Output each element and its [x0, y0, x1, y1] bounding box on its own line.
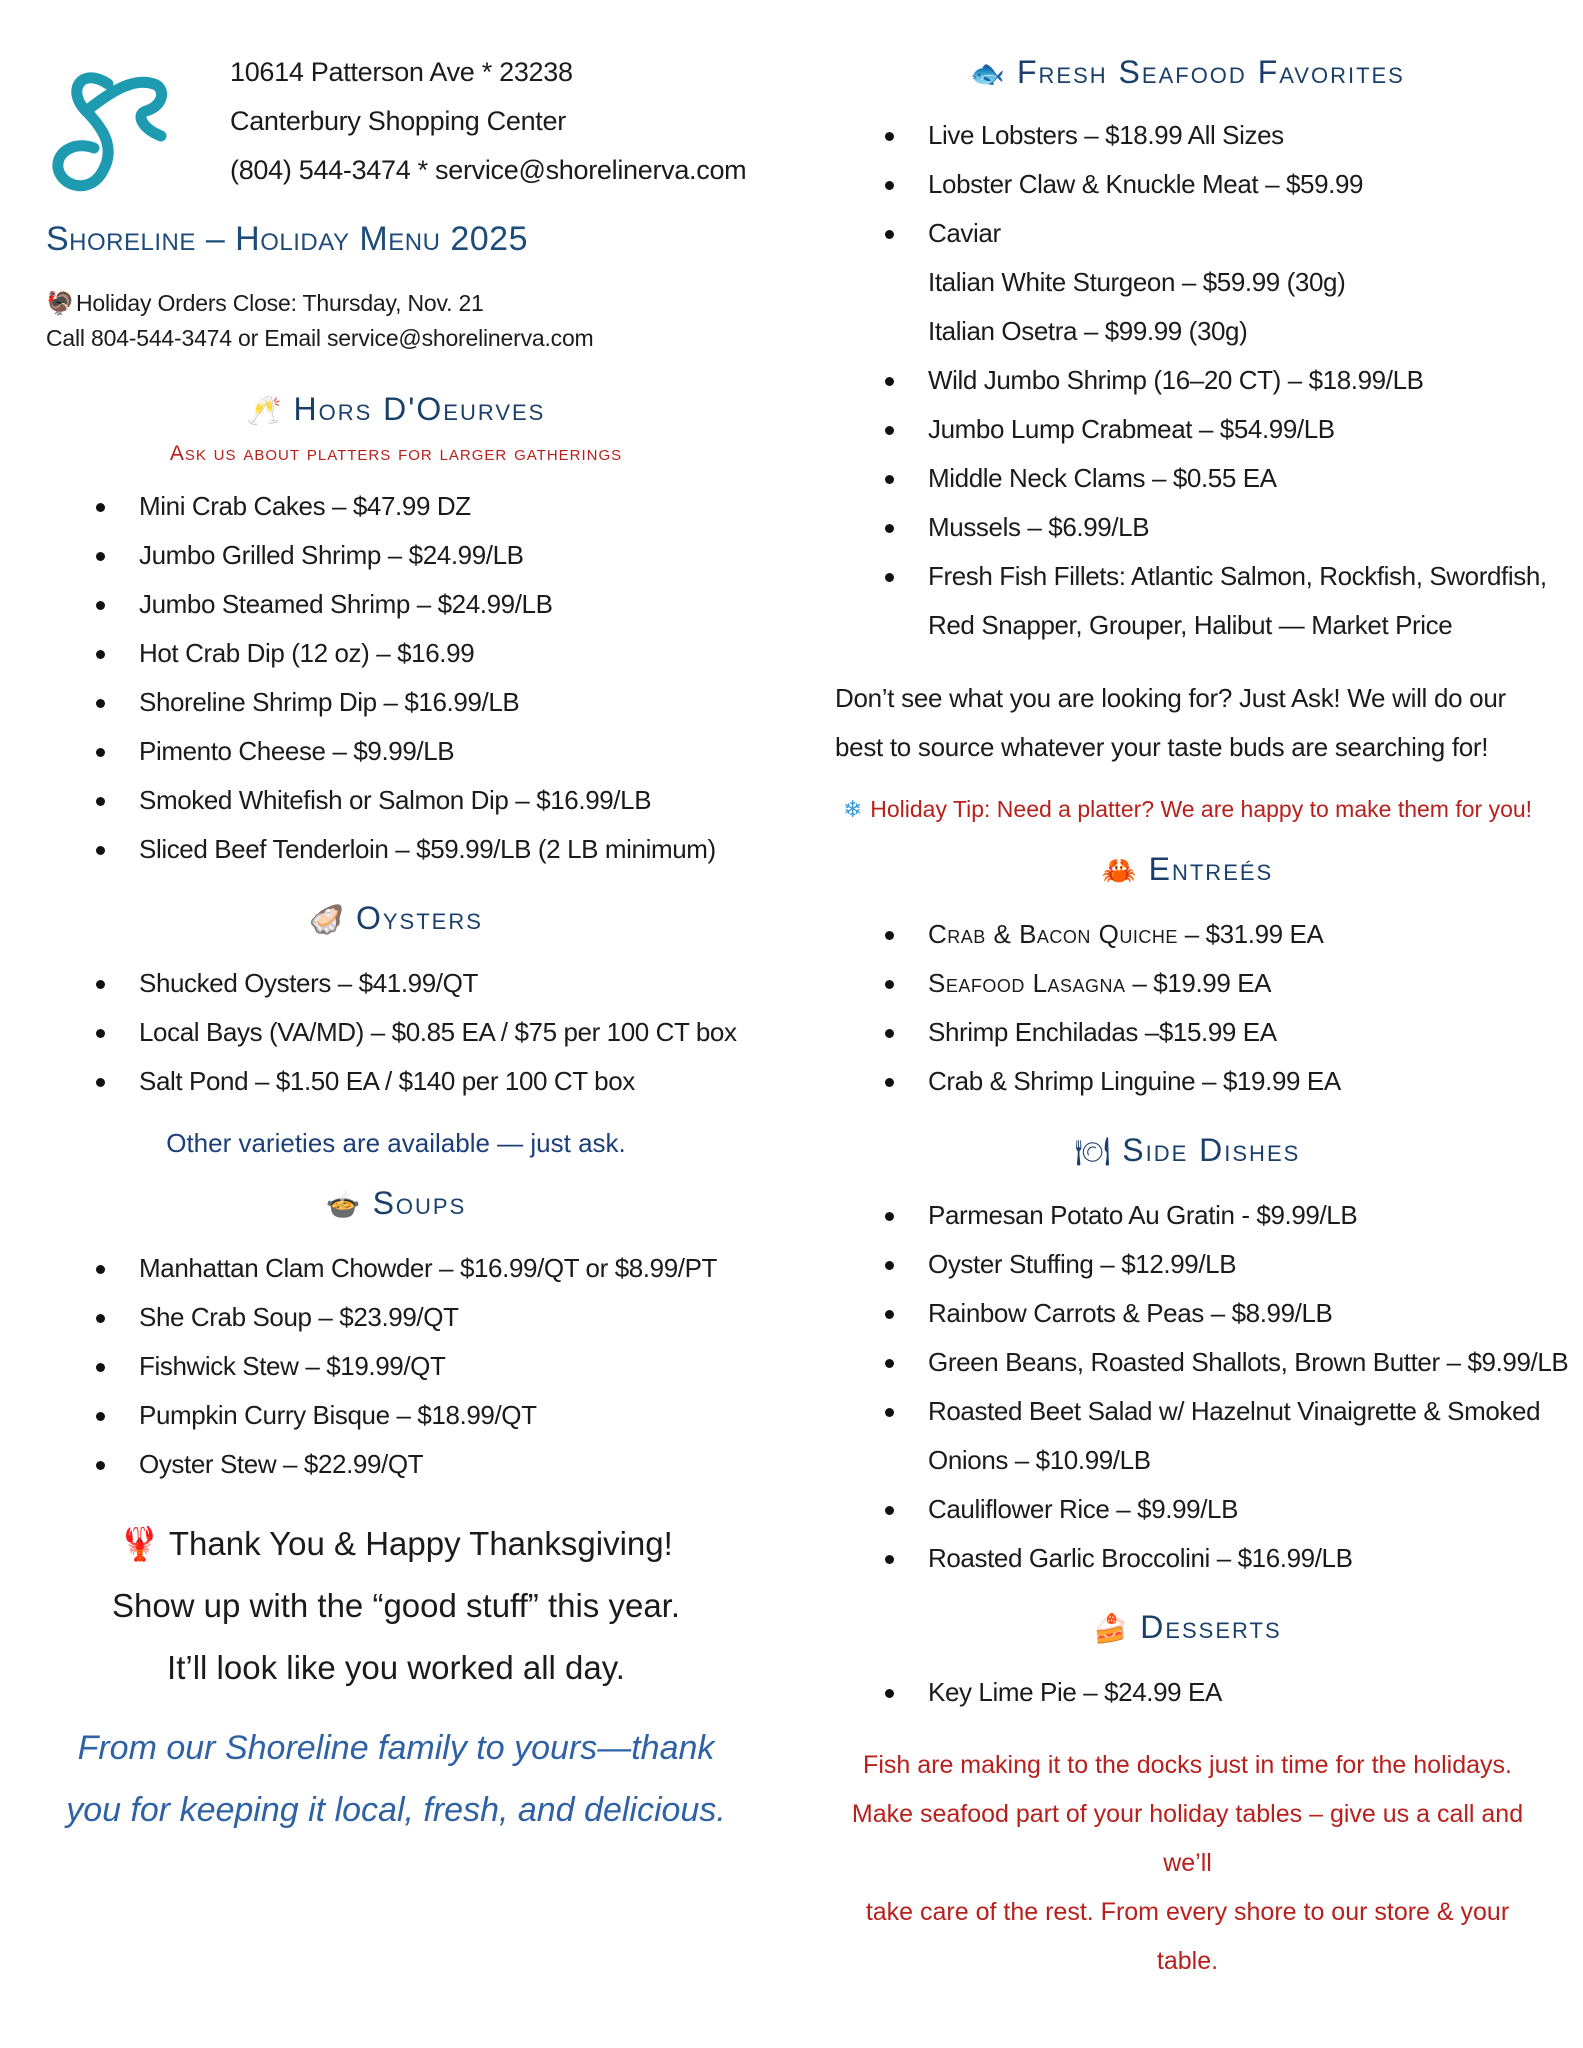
- list-item: Mussels – $6.99/LB: [835, 503, 1540, 552]
- beet-salad-line: Roasted Beet Salad w/ Hazelnut Vinaigrette & Smoked: [928, 1396, 1541, 1426]
- entrees-title: Entreés: [1148, 851, 1274, 887]
- seafood-list: [835, 111, 1547, 650]
- soups-heading: [46, 1185, 746, 1222]
- list-item: Smoked Whitefish or Salmon Dip – $16.99/LB: [46, 776, 746, 825]
- list-item: Jumbo Grilled Shrimp – $24.99/LB: [46, 531, 746, 580]
- cake-icon: 🍰: [1093, 1613, 1131, 1644]
- list-item: Jumbo Steamed Shrimp – $24.99/LB: [46, 580, 746, 629]
- list-item: Shucked Oysters – $41.99/QT: [46, 959, 746, 1008]
- list-item: [835, 1387, 1540, 1485]
- holiday-tip-text: Holiday Tip: Need a platter? We are happy to make them for you!: [870, 796, 1533, 822]
- list-item: Manhattan Clam Chowder – $16.99/QT or $8.99/PT: [46, 1244, 746, 1293]
- hors-heading: [46, 391, 746, 428]
- oysters-note: Other varieties are available — just ask.: [166, 1128, 626, 1158]
- list-item: Lobster Claw & Knuckle Meat – $59.99: [835, 160, 1540, 209]
- closing-line: Fish are making it to the docks just in time for the holidays.: [863, 1751, 1512, 1779]
- ask-paragraph: Don’t see what you are looking for? Just Ask! We will do our best to source whatever your taste buds are searching for!: [835, 683, 1506, 762]
- list-item: Crab & Shrimp Linguine – $19.99 EA: [835, 1057, 1540, 1106]
- turkey-icon: 🦃: [46, 290, 75, 316]
- closing-message: [835, 1741, 1540, 1986]
- list-item: [835, 959, 1540, 1008]
- thanks-block: [46, 1513, 746, 1699]
- list-item: Roasted Garlic Broccolini – $16.99/LB: [835, 1534, 1540, 1583]
- list-item: Shoreline Shrimp Dip – $16.99/LB: [46, 678, 746, 727]
- entree-name: Crab & Bacon Quiche: [928, 919, 1178, 949]
- address-line: 10614 Patterson Ave * 23238: [230, 57, 573, 87]
- oysters-title: Oysters: [355, 900, 483, 936]
- oysters-heading: [46, 900, 746, 937]
- shopping-center: Canterbury Shopping Center: [230, 106, 566, 136]
- left-column: [46, 48, 746, 1841]
- right-column: [835, 48, 1569, 1986]
- list-item: Key Lime Pie – $24.99 EA: [835, 1668, 1540, 1717]
- desserts-list: [835, 1668, 1540, 1717]
- beet-salad-line: Onions – $10.99/LB: [928, 1445, 1151, 1475]
- contact-block: [230, 48, 746, 195]
- soup-bowl-icon: 🍲: [325, 1189, 363, 1220]
- entree-price: – $19.99 EA: [1125, 968, 1272, 998]
- list-item: Cauliflower Rice – $9.99/LB: [835, 1485, 1540, 1534]
- list-item: Oyster Stuffing – $12.99/LB: [835, 1240, 1540, 1289]
- list-item: Pumpkin Curry Bisque – $18.99/QT: [46, 1391, 746, 1440]
- entree-price: – $31.99 EA: [1177, 919, 1324, 949]
- fish-icon: 🐟: [970, 58, 1007, 89]
- sides-title: Side Dishes: [1122, 1132, 1301, 1168]
- desserts-title: Desserts: [1140, 1609, 1282, 1645]
- list-item: Mini Crab Cakes – $47.99 DZ: [46, 482, 746, 531]
- phone-email[interactable]: (804) 544-3474 * service@shorelinerva.com: [230, 155, 747, 185]
- desserts-heading: [835, 1609, 1540, 1646]
- hors-subtitle: Ask us about platters for larger gatherings: [169, 442, 623, 465]
- thanks-line: [46, 1513, 746, 1575]
- list-item: Middle Neck Clams – $0.55 EA: [835, 454, 1540, 503]
- holiday-tip: [835, 796, 1540, 823]
- list-item: Rainbow Carrots & Peas – $8.99/LB: [835, 1289, 1540, 1338]
- list-item: Hot Crab Dip (12 oz) – $16.99: [46, 629, 746, 678]
- fish-fillets-line: Red Snapper, Grouper, Halibut — Market Price: [928, 610, 1453, 640]
- snowflake-icon: ❄: [842, 796, 863, 822]
- worked-all-day-line: It’ll look like you worked all day.: [167, 1649, 625, 1686]
- thanks-text: Thank You & Happy Thanksgiving!: [168, 1525, 673, 1562]
- sides-heading: [835, 1132, 1540, 1169]
- hors-list: [46, 482, 746, 874]
- champagne-icon: 🥂: [246, 395, 284, 426]
- entrees-list: [835, 910, 1540, 1106]
- list-item: Salt Pond – $1.50 EA / $140 per 100 CT box: [46, 1057, 746, 1106]
- list-item: Parmesan Potato Au Gratin - $9.99/LB: [835, 1191, 1540, 1240]
- caviar-option: Italian White Sturgeon – $59.99 (30g): [928, 267, 1346, 297]
- header: [46, 48, 746, 220]
- list-item: [835, 552, 1547, 650]
- entrees-heading: [835, 851, 1540, 888]
- list-item: She Crab Soup – $23.99/QT: [46, 1293, 746, 1342]
- family-message: From our Shoreline family to yours—thank you for keeping it local, fresh, and delicious.: [66, 1729, 726, 1829]
- list-item: Local Bays (VA/MD) – $0.85 EA / $75 per 100 CT box: [46, 1008, 746, 1057]
- list-item: [835, 209, 1540, 356]
- crab-icon: 🦀: [1101, 855, 1139, 886]
- sides-list: [835, 1191, 1569, 1583]
- entree-name: Seafood Lasagna: [928, 968, 1126, 998]
- list-item: Green Beans, Roasted Shallots, Brown Butter – $9.99/LB: [835, 1338, 1540, 1387]
- seafood-title: Fresh Seafood Favorites: [1017, 54, 1405, 90]
- caviar-label: Caviar: [928, 218, 1001, 248]
- soups-list: [46, 1244, 746, 1489]
- list-item: Live Lobsters – $18.99 All Sizes: [835, 111, 1540, 160]
- call-line[interactable]: Call 804-544-3474 or Email service@shorelinerva.com: [46, 325, 594, 351]
- plate-icon: 🍽: [1074, 1136, 1113, 1167]
- list-item: Oyster Stew – $22.99/QT: [46, 1440, 746, 1489]
- fish-fillets-line: Fresh Fish Fillets: Atlantic Salmon, Rockfish, Swordfish,: [928, 561, 1547, 591]
- soups-title: Soups: [372, 1185, 467, 1221]
- list-item: Wild Jumbo Shrimp (16–20 CT) – $18.99/LB: [835, 356, 1540, 405]
- list-item: Fishwick Stew – $19.99/QT: [46, 1342, 746, 1391]
- list-item: Shrimp Enchiladas –$15.99 EA: [835, 1008, 1540, 1057]
- hors-title: Hors D'Oeurves: [293, 391, 546, 427]
- page-title: Shoreline – Holiday Menu 2025: [46, 220, 529, 258]
- closing-line: Make seafood part of your holiday tables – give us a call and we’ll: [851, 1800, 1524, 1877]
- seafood-heading: [835, 54, 1540, 91]
- list-item: Jumbo Lump Crabmeat – $54.99/LB: [835, 405, 1540, 454]
- list-item: Sliced Beef Tenderloin – $59.99/LB (2 LB minimum): [46, 825, 746, 874]
- list-item: Pimento Cheese – $9.99/LB: [46, 727, 746, 776]
- orders-close-text: Holiday Orders Close: Thursday, Nov. 21: [76, 290, 484, 316]
- oysters-list: [46, 959, 746, 1106]
- closing-line: take care of the rest. From every shore to our store & your table.: [865, 1898, 1510, 1975]
- lobster-icon: 🦞: [119, 1525, 161, 1562]
- list-item: [835, 910, 1540, 959]
- good-stuff-line: Show up with the “good stuff” this year.: [111, 1587, 681, 1624]
- shoreline-logo: [46, 56, 181, 206]
- oyster-icon: 🦪: [309, 904, 346, 935]
- caviar-option: Italian Osetra – $99.99 (30g): [928, 316, 1248, 346]
